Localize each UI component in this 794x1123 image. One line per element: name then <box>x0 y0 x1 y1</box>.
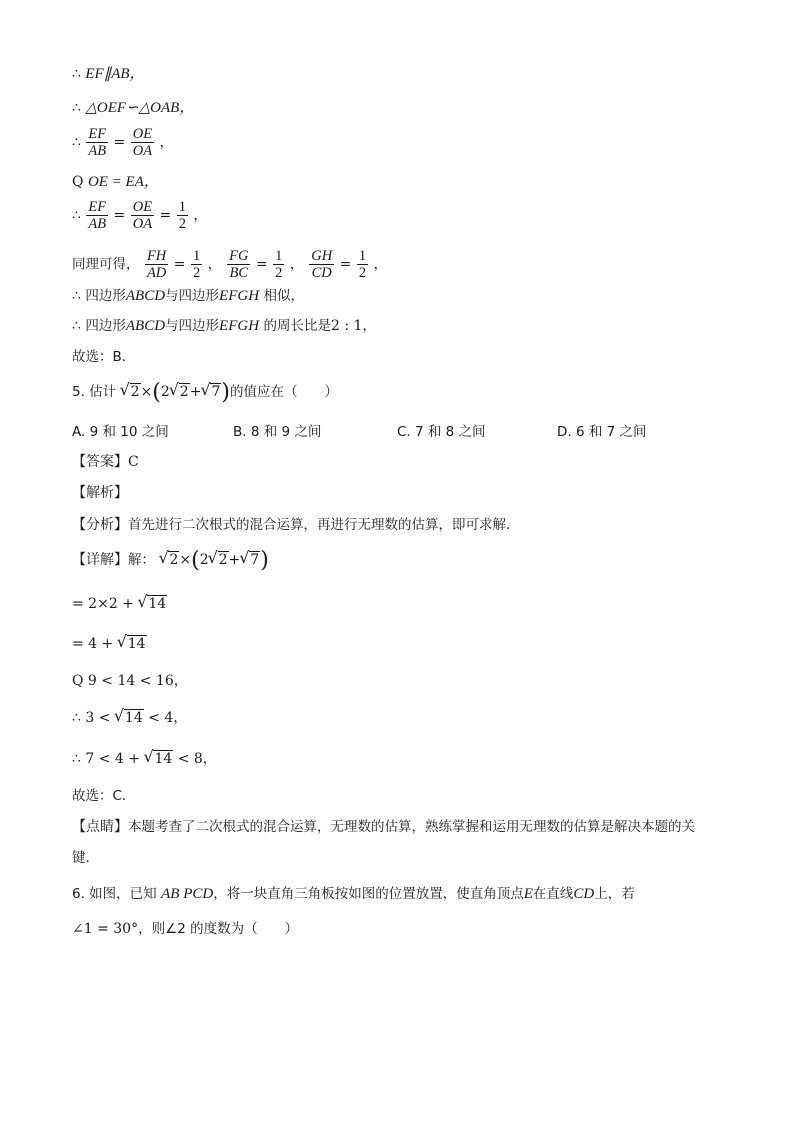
sqrt-14: √ 14 <box>144 749 173 769</box>
fenxi-text: 首先进行二次根式的混合运算，再进行无理数的估算，即可求解． <box>128 517 520 533</box>
parallel-statement: EF∥AB， <box>85 66 145 82</box>
sqrt-2: √ 2 <box>159 550 179 570</box>
step-4-left: ∴ 3 < <box>72 710 111 726</box>
comma: ， <box>289 256 304 273</box>
solution-line-half-ratio <box>72 199 207 232</box>
equals-sign: = <box>159 207 172 224</box>
step-2-text: = 4 + <box>72 636 114 652</box>
text-similar: 相似， <box>263 288 304 304</box>
fenxi-tag: 【分析】 <box>72 517 128 533</box>
times-sign: × <box>179 552 192 568</box>
question-5-prefix: 5. 估计 <box>72 384 117 400</box>
equals-sign: = <box>113 134 126 151</box>
solution-choice-b: 故选：B． <box>72 349 136 365</box>
fraction-gh-cd: $\frac{GH}{CD}$ <box>311 248 333 281</box>
fraction-fh-ad: $\frac{FH}{AD}$ <box>146 248 167 281</box>
sqrt-14: √ 14 <box>138 594 167 614</box>
similar-statement: △OEF∽△OAB， <box>85 100 195 116</box>
solution-line-similarly <box>72 248 388 281</box>
question-6-text-2: 在直线 <box>532 886 574 902</box>
therefore-symbol: ∴ <box>72 207 81 224</box>
angle-1-value: ∠1 = 30° <box>72 921 139 937</box>
text-quadrilateral: 四边形 <box>85 288 126 304</box>
option-a: A. 9 和 10 之间 <box>72 424 169 440</box>
plus-sign: + <box>228 552 241 568</box>
sqrt-7: √ 7 <box>240 550 260 570</box>
fraction-half: $\frac{1}{2}$ <box>275 248 283 281</box>
comma: ， <box>207 256 222 273</box>
parallel-lines-label: AB PCD <box>161 886 214 902</box>
answer-line <box>72 452 139 472</box>
equals-sign: = <box>255 256 268 273</box>
solution-line-similar <box>72 98 194 118</box>
step-3: Q 9 < 14 < 16， <box>72 673 188 689</box>
question-6 <box>72 884 635 904</box>
coefficient-two: 2 <box>199 552 209 568</box>
fraction-half: $\frac{1}{2}$ <box>178 199 186 232</box>
therefore-symbol: ∴ <box>72 66 81 82</box>
solution-line-ratio <box>72 126 174 159</box>
fraction-ef-ab: $\frac{EF}{AB}$ <box>88 199 107 232</box>
equals-sign: = <box>339 256 352 273</box>
answer-tag: 【答案】 <box>72 454 128 470</box>
therefore-symbol: ∴ <box>72 134 81 151</box>
step-1 <box>72 594 167 614</box>
sqrt-2: √ 2 <box>121 382 141 402</box>
comma: ， <box>373 256 388 273</box>
solution-line-perimeter-ratio <box>72 316 376 336</box>
fraction-oe-oa: $\frac{OE}{OA}$ <box>132 126 153 159</box>
solution-line-parallel <box>72 64 145 84</box>
label-abcd: ABCD <box>125 288 166 304</box>
fraction-fg-bc: $\frac{FG}{BC}$ <box>229 248 249 281</box>
sqrt-14: √ 14 <box>115 708 144 728</box>
therefore-symbol: ∴ <box>72 288 81 304</box>
plus-sign: + <box>189 384 202 400</box>
step-4-right: < 4， <box>148 710 188 726</box>
xiangjie-prefix: 解： <box>128 552 155 568</box>
equals-sign: = <box>173 256 186 273</box>
question-5-suffix: 的值应在（ ） <box>229 384 338 400</box>
fenxi-line <box>72 515 520 535</box>
because-symbol: Q <box>72 174 84 190</box>
solution-line-similar-quads <box>72 286 304 306</box>
option-b: B. 8 和 9 之间 <box>233 424 322 440</box>
fraction-half: $\frac{1}{2}$ <box>358 248 367 281</box>
therefore-symbol: ∴ <box>72 100 81 116</box>
dianjing-text: 本题考查了二次根式的混合运算，无理数的估算，熟练掌握和运用无理数的估算是解决本题的关 <box>128 819 695 835</box>
label-efgh: EFGH <box>219 288 260 304</box>
text-with-quadrilateral: 与四边形 <box>165 288 220 304</box>
text-perimeter-ratio: 的周长比是 <box>263 318 331 334</box>
xiangjie-tag: 【详解】 <box>72 552 128 568</box>
label-efgh: EFGH <box>219 318 260 334</box>
question-6-text-3: 上，若 <box>594 886 635 902</box>
option-c: C. 7 和 8 之间 <box>397 424 486 440</box>
text-with-quadrilateral: 与四边形 <box>165 318 220 334</box>
sqrt-2: √ 2 <box>209 550 229 570</box>
solution-choice-c: 故选：C． <box>72 788 136 804</box>
option-d: D. 6 和 7 之间 <box>557 424 647 440</box>
question-6-cont <box>72 919 298 939</box>
step-4 <box>72 708 187 728</box>
times-sign: × <box>140 384 153 400</box>
comma: ， <box>193 207 208 224</box>
fraction-oe-oa: $\frac{OE}{OA}$ <box>132 199 153 232</box>
sqrt-7: √ 7 <box>201 382 221 402</box>
equals-sign: = <box>113 207 126 224</box>
line-cd-label: CD <box>573 886 595 902</box>
label-abcd: ABCD <box>125 318 166 334</box>
dianjing-text-cont: 键． <box>72 850 99 866</box>
question-6-ending: ，则∠2 的度数为（ ） <box>138 921 299 937</box>
step-5 <box>72 749 217 769</box>
analysis-tag: 【解析】 <box>72 485 128 501</box>
coefficient-two: 2 <box>160 384 170 400</box>
question-6-prefix: 6. 如图，已知 <box>72 886 157 902</box>
answer-value: C <box>128 454 139 470</box>
xiangjie-line: 【详解】解： √ 2×(2√ 2+√ 7) <box>72 550 269 571</box>
equal-segments: OE = EA， <box>87 174 159 190</box>
solution-line-because <box>72 172 159 192</box>
step-1-text: = 2×2 + <box>72 596 134 612</box>
fraction-ef-ab: $\frac{EF}{AB}$ <box>88 126 107 159</box>
step-2 <box>72 634 147 654</box>
dianjing-tag: 【点睛】 <box>72 819 128 835</box>
comma: ， <box>159 134 174 151</box>
step-5-right: < 8， <box>177 751 217 767</box>
text-quadrilateral: 四边形 <box>85 318 126 334</box>
question-6-text: ，将一块直角三角板按如图的位置放置，使直角顶点 <box>213 886 524 902</box>
step-5-left: ∴ 7 < 4 + <box>72 751 140 767</box>
dianjing-line <box>72 817 695 837</box>
similarly-text: 同理可得， <box>72 256 140 273</box>
sqrt-14: √ 14 <box>118 634 147 654</box>
vertex-e-label: E <box>523 886 533 902</box>
therefore-symbol: ∴ <box>72 318 81 334</box>
fraction-half: $\frac{1}{2}$ <box>192 248 201 281</box>
ratio-value: 2 : 1， <box>331 318 377 334</box>
question-5: 5. 估计 √ 2×(2√ 2+√ 7)的值应在（ ） <box>72 382 338 403</box>
sqrt-2: √ 2 <box>170 382 190 402</box>
